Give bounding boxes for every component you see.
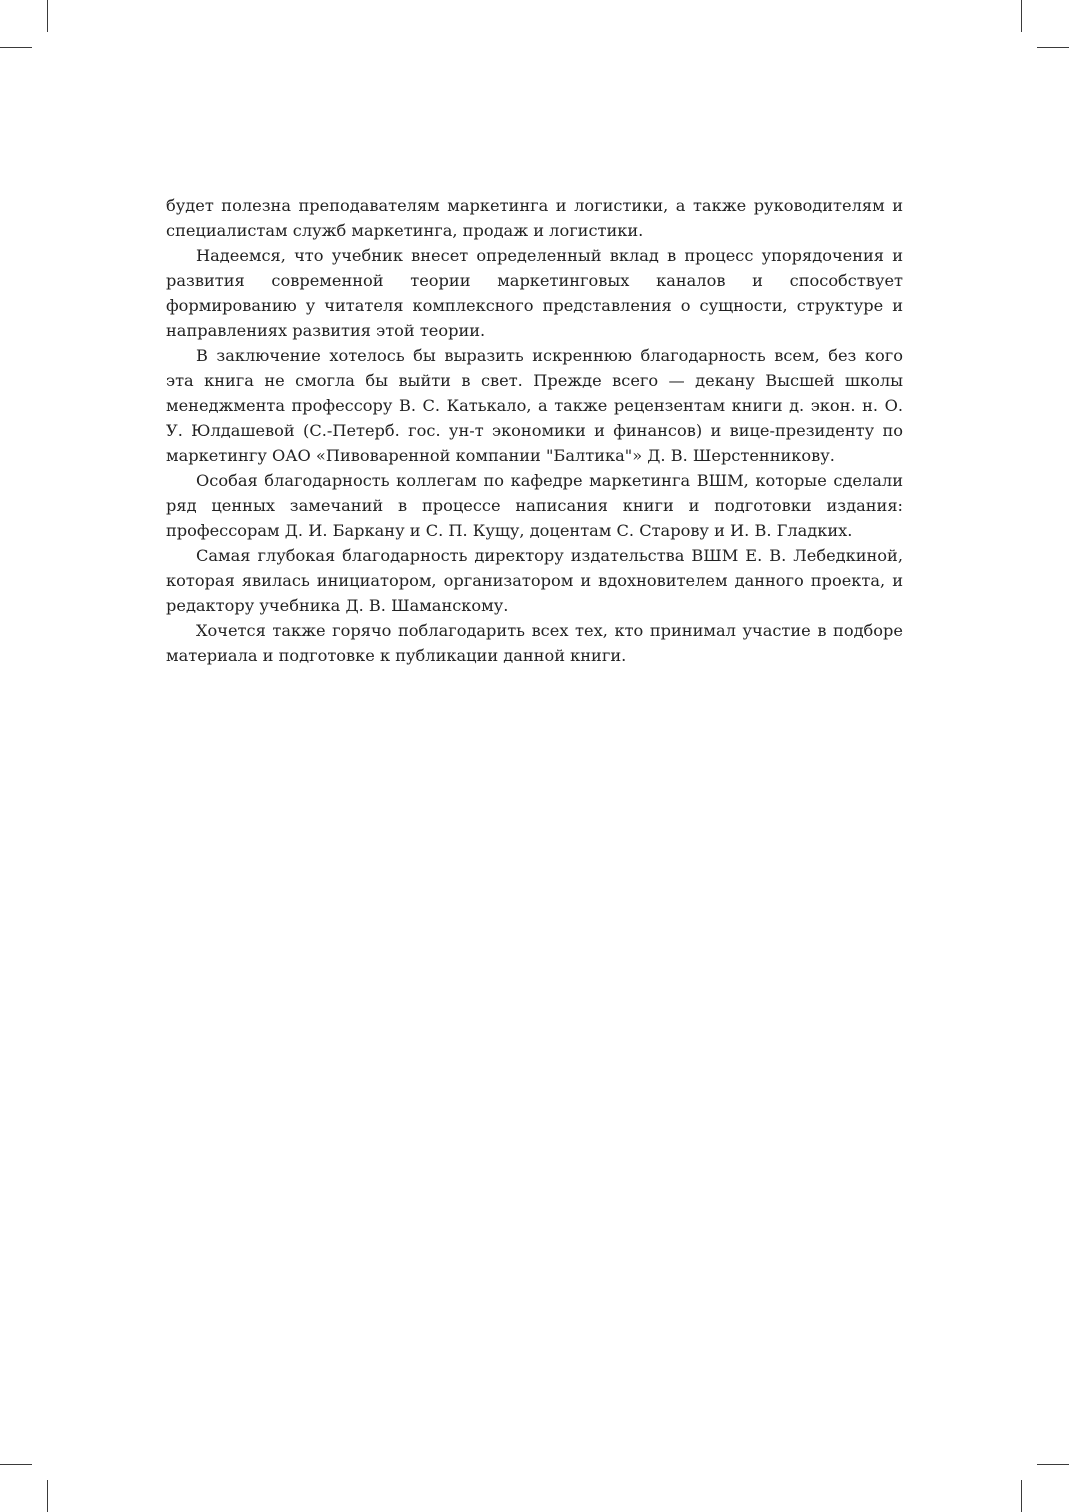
paragraph-colleagues-thanks: Особая благодарность коллегам по кафедре маркетинга ВШМ, которые сделали ряд ценных замечаний в процессе написания книги и подготовки издания: профессорам Д. И. Баркану и С. П. Кущу, доцентам С. Старову и И. В. Гладких. <box>166 471 903 540</box>
paragraph-acknowledgement: В заключение хотелось бы выразить искреннюю благодарность всем, без кого эта книга не смогла бы выйти в свет. Прежде всего — декану Высшей школы менеджмента профессору В. С. Катькало, а также рецензентам книги д. экон. н. О. У. Юлдашевой (С.-Петерб. гос. ун-т экономики и финансов) и вице-президенту по маркетингу ОАО «Пивоваренной компании "Балтика"» Д. В. Шерстенникову. <box>166 346 903 465</box>
paragraph-final-thanks: Хочется также горячо поблагодарить всех тех, кто принимал участие в подборе материала и подготовке к публикации данной книги. <box>166 621 903 665</box>
crop-mark-top-right-horizontal <box>1037 47 1069 48</box>
paragraph-hope: Надеемся, что учебник внесет определенный вклад в процесс упорядочения и развития современной теории маркетинговых каналов и способствует формированию у читателя комплексного представления о сущности, структуре и направлениях развития этой теории. <box>166 246 903 340</box>
body-text <box>166 193 903 668</box>
crop-mark-top-right-vertical <box>1021 0 1022 32</box>
crop-mark-bottom-left-vertical <box>47 1480 48 1512</box>
crop-mark-top-left-vertical <box>47 0 48 32</box>
crop-mark-top-left-horizontal <box>0 47 32 48</box>
crop-mark-bottom-left-horizontal <box>0 1464 32 1465</box>
paragraph-continued: будет полезна преподавателям маркетинга и логистики, а также руководителям и специалистам служб маркетинга, продаж и логистики. <box>166 196 903 240</box>
crop-mark-bottom-right-vertical <box>1021 1480 1022 1512</box>
paragraph-publisher-thanks: Самая глубокая благодарность директору издательства ВШМ Е. В. Лебедкиной, которая явилась инициатором, организатором и вдохновителем данного проекта, и редактору учебника Д. В. Шаманскому. <box>166 546 903 615</box>
crop-mark-bottom-right-horizontal <box>1037 1464 1069 1465</box>
